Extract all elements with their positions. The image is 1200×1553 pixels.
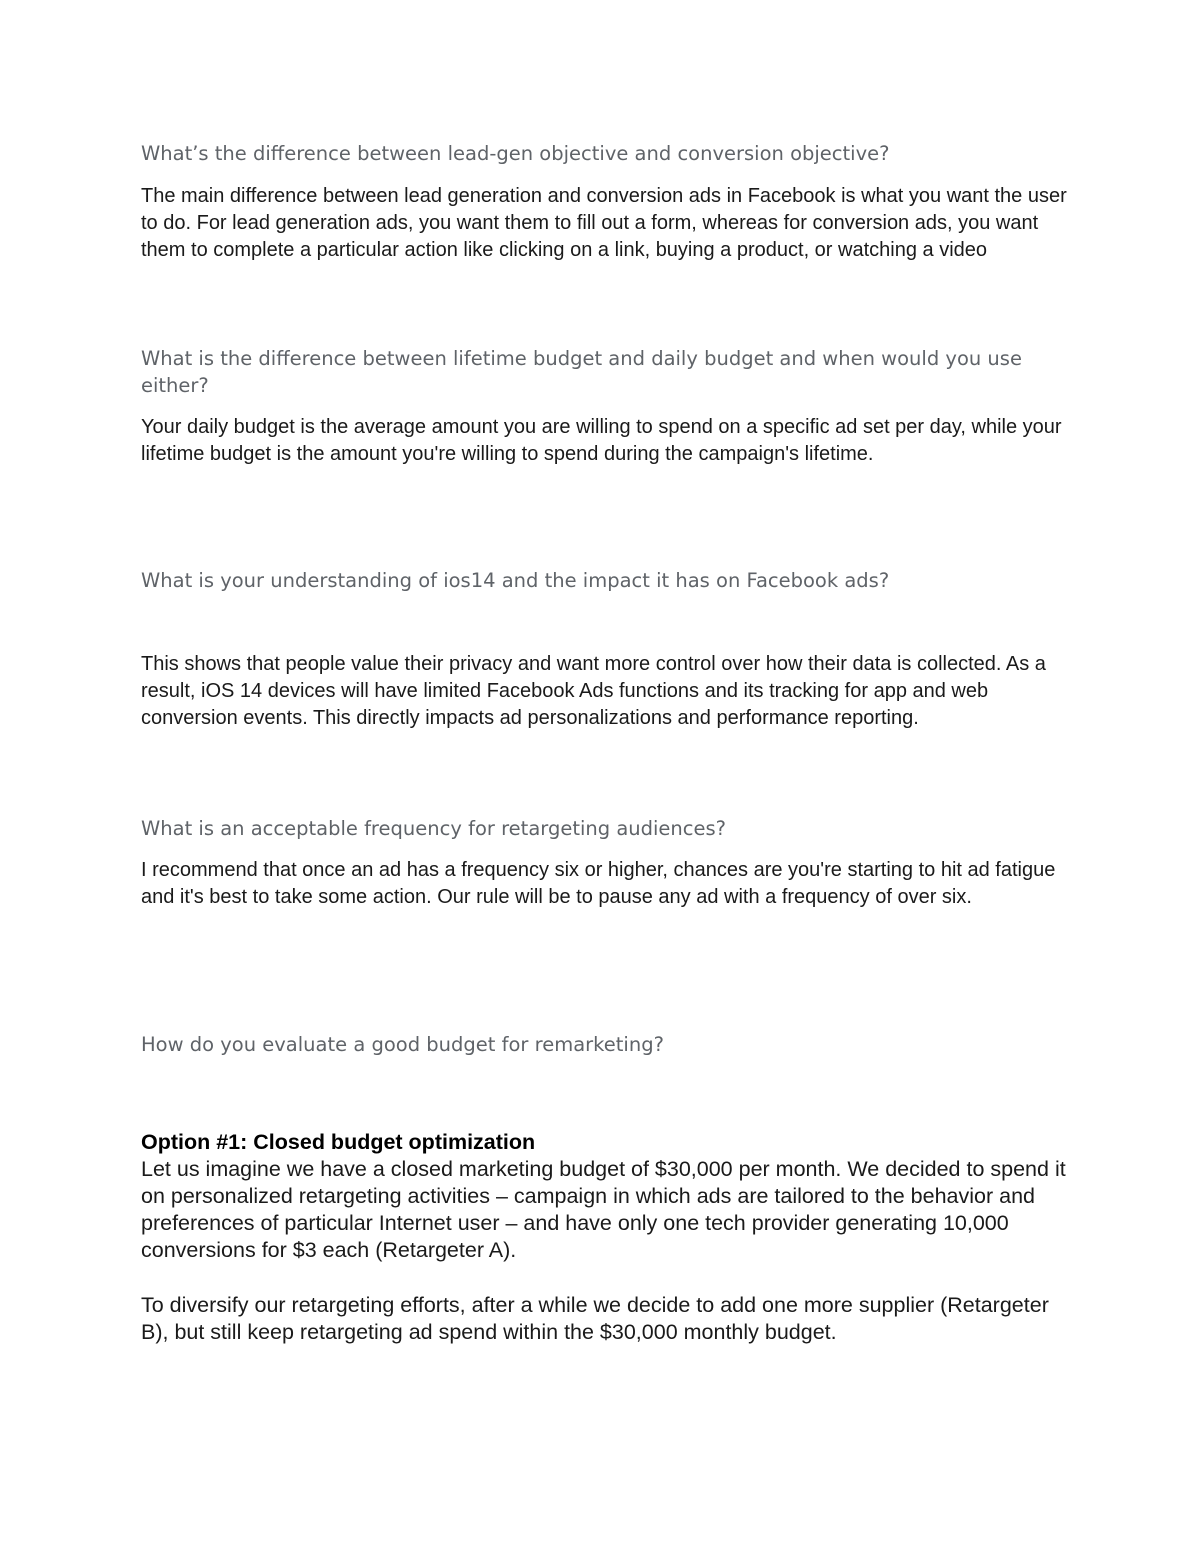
answer-ios14-impact: This shows that people value their privacy and want more control over how their data is collected. As a result, iOS 14 devices will have limited Facebook Ads functions and its tracking for app and web conversion events. This directly impacts ad personalizations and performance reporting. xyxy=(141,653,1046,729)
option-paragraph-2: To diversify our retargeting efforts, after a while we decide to add one more supplier (Retargeter B), but still keep retargeting ad spend within the $30,000 monthly budget. xyxy=(141,1293,1049,1344)
question-lifetime-vs-daily-budget: What is the difference between lifetime budget and daily budget and when would you use either? xyxy=(141,347,1022,397)
question-lead-gen-vs-conversion: What’s the difference between lead-gen objective and conversion objective? xyxy=(141,142,890,165)
answer-lead-gen-vs-conversion: The main difference between lead generation and conversion ads in Facebook is what you want the user to do. For lead generation ads, you want them to fill out a form, whereas for conversion ads, you want them to complete a particular action like clicking on a link, buying a product, or watching a video xyxy=(141,185,1067,261)
option-paragraph-1: Let us imagine we have a closed marketing budget of $30,000 per month. We decided to spend it on personalized retargeting activities – campaign in which ads are tailored to the behavior and preferences of particular Internet user – and have only one tech provider generating 10,000 conversions for $3 each (Retargeter A). xyxy=(141,1157,1066,1262)
question-ios14-impact: What is your understanding of ios14 and the impact it has on Facebook ads? xyxy=(141,569,890,592)
question-retargeting-frequency: What is an acceptable frequency for retargeting audiences? xyxy=(141,817,726,840)
answer-lifetime-vs-daily-budget: Your daily budget is the average amount you are willing to spend on a specific ad set per day, while your lifetime budget is the amount you're willing to spend during the campaign's lifetime. xyxy=(141,416,1062,465)
question-remarketing-budget: How do you evaluate a good budget for remarketing? xyxy=(141,1033,664,1056)
option-heading: Option #1: Closed budget optimization xyxy=(141,1130,536,1154)
answer-retargeting-frequency: I recommend that once an ad has a frequency six or higher, chances are you're starting to hit ad fatigue and it's best to take some action. Our rule will be to pause any ad with a frequency of over six. xyxy=(141,859,1056,908)
